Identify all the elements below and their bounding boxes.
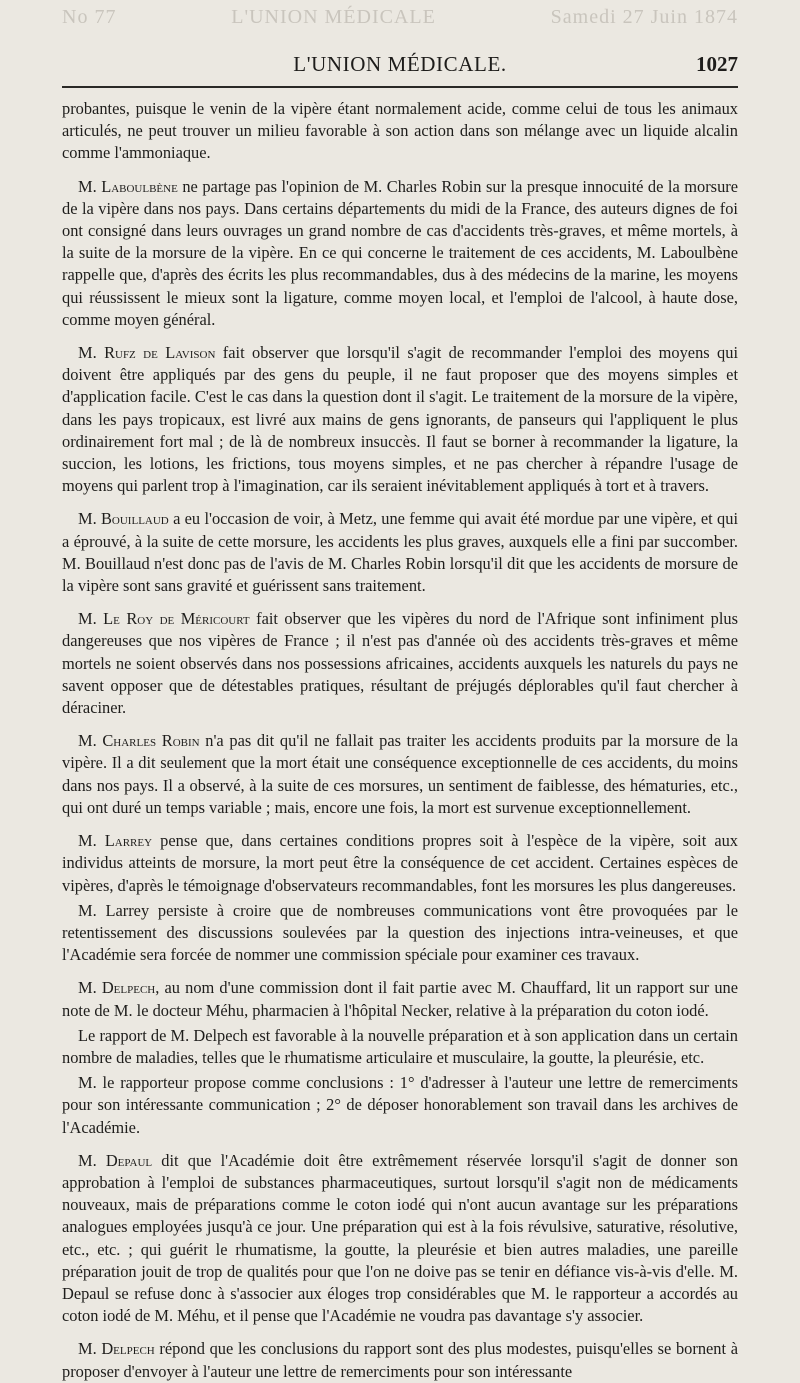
paragraph-text: répond que les conclusions du rapport sont des plus modestes, puisqu'elles se bornent à proposer d'envoyer à l'auteur une lettre de remerciments pour son intéressante [62,1339,738,1381]
ghost-journal: L'UNION MÉDICALE [231,6,436,28]
paragraph [62,98,738,165]
paragraph [62,342,738,497]
journal-title: L'UNION MÉDICALE. [293,52,507,76]
running-header [62,0,738,88]
paragraph-text: ne partage pas l'opinion de M. Charles Robin sur la presque innocuité de la morsure de la vipère dans nos pays. Dans certains départements du midi de la France, des auteurs dignes de foi ont consigné dans leurs ouvrages un grand nombre de cas d'accidents très-graves, et même mortels, à la suite de la morsure de la vipère. En ce qui concerne le traitement de ces accidents, M. Laboulbène rappelle que, d'après des écrits les plus recommandables, dus à des médecins de la marine, les moyens qui réussissent le mieux sont la ligature, comme moyen local, et l'emploi de l'alcool, à haute dose, comme moyen général. [62,176,738,329]
speaker-name: M. Rufz de Lavison [78,343,216,363]
paragraph-text: a eu l'occasion de voir, à Metz, une femme qui avait été mordue par une vipère, et qui a éprouvé, à la suite de cette morsure, les accidents les plus graves, auxquels elle a fini par succomber. M. Bouillaud n'est donc pas de l'avis de M. Charles Robin lorsqu'il dit que les accidents de morsure de la vipère sont sans gravité et guérissent sans traitement. [62,509,738,596]
paragraph [62,830,738,897]
ghost-issue: No 77 [62,6,117,28]
paragraph-text: probantes, puisque le venin de la vipère étant normalement acide, comme celui de tous les animaux articulés, ne peut trouver un milieu favorable à son action dans son mélange avec un liquide alcalin comme l'ammoniaque. [62,99,738,163]
paragraph-text: M. Larrey persiste à croire que de nombreuses communications vont être provoquées par le retentissement des discussions soulevées par la question des injections intra-veineuses, et que l'Académie sera forcée de nommer une commission spéciale pour examiner ces travaux. [62,900,738,965]
paragraph-text: pense que, dans certaines conditions propres soit à l'espèce de la vipère, soit aux individus atteints de morsure, la mort peut être la conséquence de cet accident. Certaines espèces de vipères, d'après le témoignage d'observateurs recommandables, font les morsures les plus dangereuses. [62,831,739,895]
paragraph [62,508,738,597]
paragraph-text: fait observer que les vipères du nord de l'Afrique sont infiniment plus dangereuses que nos vipères de France ; il n'est pas d'année où des accidents très-graves et même mortels ne soient observés dans nos possessions africaines, accidents auxquels les naturels du pays ne savent opposer que de détestables pratiques, résultant de préjugés déplorables qu'il faut chercher à déraciner. [62,609,738,718]
paragraph-text: dit que l'Académie doit être extrêmement réservée lorsqu'il s'agit de donner son approbation à l'emploi de substances pharmaceutiques, surtout lorsqu'il s'agit non de médicaments nouveaux, mais de préparations comme le coton iodé qui n'ont aucun avantage sur les préparations analogues employées jusqu'à ce jour. Une préparation qui est à la fois révulsive, saturative, résolutive, etc., etc. ; qui guérit le rhumatisme, la goutte, la pleurésie et bien autres maladies, une pareille préparation jouit de trop de qualités pour que l'on ne doive pas se tenir en défiance vis-à-vis d'elle. M. Depaul se refuse donc à s'associer aux éloges trop considérables que M. le rapporteur a accordés au coton iodé de M. Méhu, et il pense que l'Académie ne voudra pas davantage s'y associer. [62,1150,738,1326]
paragraph-text: fait observer que lorsqu'il s'agit de recommander l'emploi des moyens qui doivent être appliqués par des gens du peuple, il ne faut proposer que des moyens simples et d'application facile. C'est le cas dans la question dont il s'agit. Le traitement de la morsure de la vipère, dans les pays tropicaux, est livré aux mains de gens ignorants, de panseurs qui l'appliquent le plus ordinairement fort mal ; de là de nombreux insuccès. Il faut se borner à recommander la ligature, la succion, les lotions, les frictions, tous moyens simples, et ne pas chercher à répandre l'usage de moyens qui parlent trop à l'imagination, car ils seraient inévitablement appliqués à tort et à travers. [62,343,738,496]
speaker-name: M. Laboulbène [78,176,178,196]
paragraph [62,900,738,967]
paragraph [62,608,738,719]
paragraph [62,730,738,819]
paragraph-text: , au nom d'une commission dont il fait partie avec M. Chauffard, lit un rapport sur une note de M. le docteur Méhu, pharmacien à l'hôpital Necker, relative à la préparation du coton iodé. [62,978,738,1020]
speaker-name: M. Charles Robin [78,731,200,751]
paragraph-text: M. le rapporteur propose comme conclusions : 1° d'adresser à l'auteur une lettre de remerciments pour son intéressante communication ; 2° de déposer honorablement son travail dans les archives de l'Académie. [62,1073,738,1137]
speaker-name: M. Delpech [78,978,156,998]
paragraph-text: n'a pas dit qu'il ne fallait pas traiter les accidents produits par la morsure de la vipère. Il a dit seulement que la mort était une conséquence exceptionnelle de ces accidents, du moins dans nos pays. Il a observé, à la suite de ces morsures, un sentiment de faiblesse, des hématuries, etc., qui ont duré un temps variable ; mais, encore une fois, la mort est survenue exceptionnellement. [62,731,739,817]
page-number: 1027 [696,52,738,76]
speaker-name: M. Delpech [78,1339,155,1359]
paragraph [62,977,738,1021]
ghost-date: Samedi 27 Juin 1874 [550,6,738,28]
speaker-name: M. Bouillaud [78,509,169,529]
speaker-name: M. Depaul [78,1150,153,1170]
speaker-name: M. Le Roy de Méricourt [78,609,250,629]
paragraph [62,176,738,331]
article-body [62,98,738,1383]
paragraph [62,1338,738,1382]
speaker-name: M. Larrey [78,831,153,851]
paragraph-text: Le rapport de M. Delpech est favorable à la nouvelle préparation et à son application dans un certain nombre de maladies, telles que le rhumatisme articulaire et musculaire, la goutte, la pleurésie, etc. [62,1025,738,1067]
paragraph [62,1072,738,1139]
paragraph [62,1150,738,1328]
paragraph [62,1025,738,1069]
